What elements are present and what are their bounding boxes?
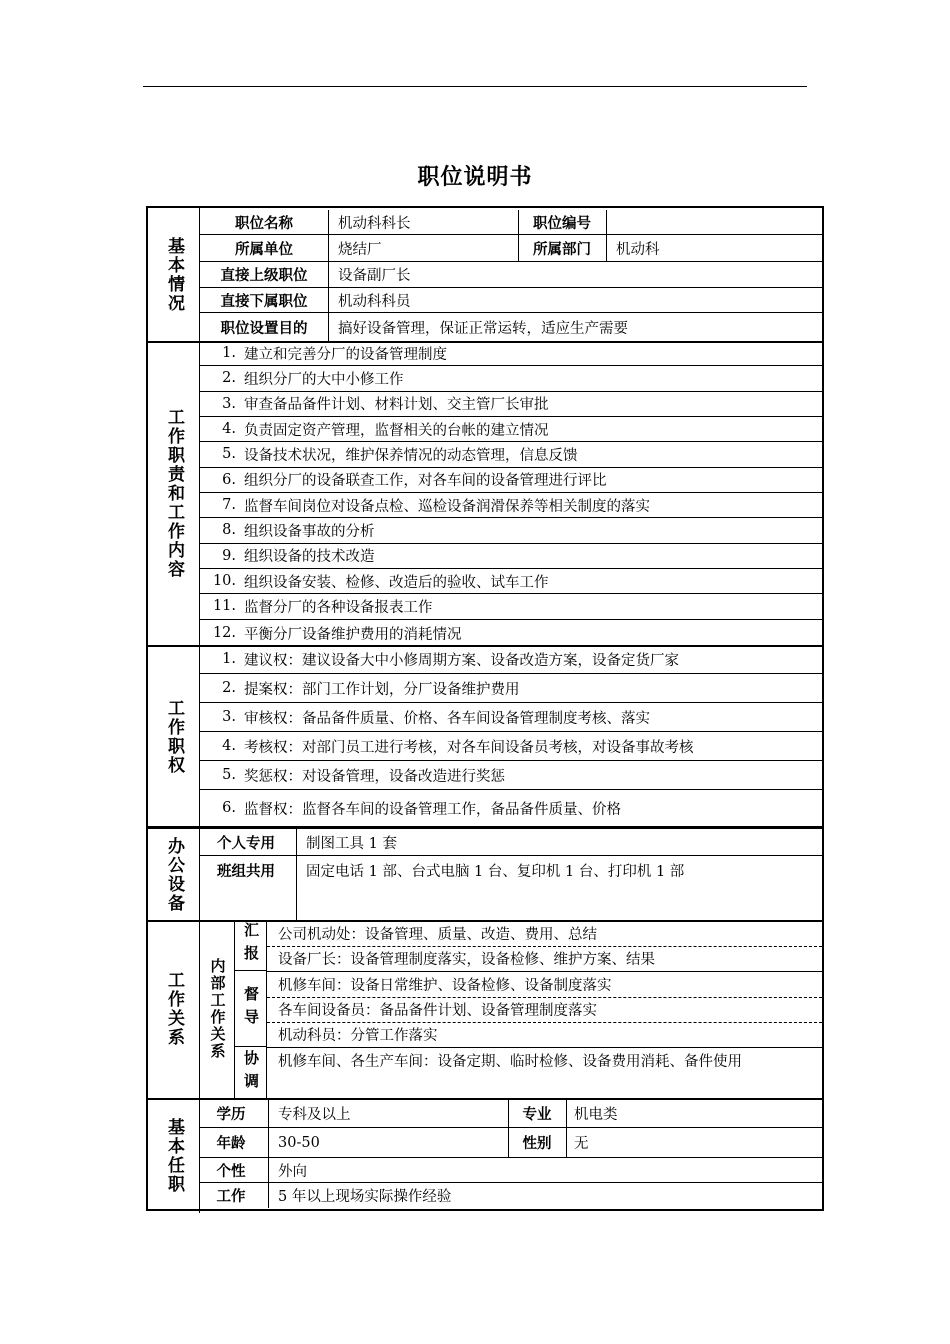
label-supervise: 督导 bbox=[235, 971, 267, 1047]
section-authority: 工作职权 bbox=[148, 645, 200, 828]
item-text: 组织设备事故的分析 bbox=[244, 523, 375, 540]
document-title: 职位说明书 bbox=[417, 165, 533, 190]
label-position-code: 职位编号 bbox=[533, 215, 591, 232]
item-number: 11. bbox=[212, 598, 236, 615]
supervise-line-2: 各车间设备员：备品备件计划、设备管理制度落实 bbox=[278, 1003, 597, 1019]
value-shared-equipment: 固定电话 1 部、台式电脑 1 台、复印机 1 台、打印机 1 部 bbox=[306, 864, 685, 880]
list-item bbox=[200, 703, 822, 732]
row-personality bbox=[200, 1158, 822, 1183]
list-item bbox=[200, 518, 822, 543]
value-major: 机电类 bbox=[574, 1107, 618, 1123]
item-number: 6. bbox=[222, 800, 236, 816]
value-unit: 烧结厂 bbox=[338, 241, 382, 258]
row-superior bbox=[200, 262, 822, 288]
item-number: 7. bbox=[222, 497, 236, 514]
item-number: 4. bbox=[222, 421, 236, 438]
item-number: 6. bbox=[222, 471, 236, 488]
item-text: 建议权：建议设备大中小修周期方案、设备改造方案，设备定货厂家 bbox=[244, 652, 679, 669]
item-number: 9. bbox=[222, 547, 236, 564]
section-equipment: 办公设备 bbox=[148, 829, 200, 920]
item-text: 提案权：部门工作计划，分厂设备维护费用 bbox=[244, 681, 520, 698]
item-number: 4. bbox=[222, 738, 236, 754]
row-position-name bbox=[200, 210, 822, 235]
row-work bbox=[200, 1183, 822, 1208]
list-item bbox=[200, 790, 822, 826]
item-number: 12. bbox=[212, 625, 236, 642]
list-item bbox=[200, 620, 822, 647]
item-text: 监督权：监督各车间的设备管理工作，备品备件质量、价格 bbox=[244, 801, 621, 818]
row-subordinate bbox=[200, 288, 822, 313]
section-basic: 基本情况 bbox=[148, 208, 200, 341]
report-line-2: 设备厂长：设备管理制度落实，设备检修、维护方案、结果 bbox=[278, 952, 655, 968]
item-text: 考核权：对部门员工进行考核，对各车间设备员考核，对设备事故考核 bbox=[244, 739, 694, 756]
item-text: 建立和完善分厂的设备管理制度 bbox=[244, 346, 447, 363]
row-education bbox=[200, 1100, 822, 1128]
value-gender: 无 bbox=[574, 1136, 589, 1152]
list-item bbox=[200, 761, 822, 790]
value-age: 30-50 bbox=[278, 1134, 320, 1151]
section-relations: 工作关系 bbox=[148, 920, 200, 1098]
label-coordinate: 协调 bbox=[235, 1047, 267, 1098]
label-shared-equipment: 班组共用 bbox=[217, 864, 275, 880]
value-personal-equipment: 制图工具 1 套 bbox=[306, 835, 397, 852]
label-superior: 直接上级职位 bbox=[220, 268, 308, 284]
label-position-name: 职位名称 bbox=[235, 215, 293, 232]
label-unit: 所属单位 bbox=[235, 241, 293, 258]
job-description-form bbox=[146, 206, 824, 1211]
label-subordinate: 直接下属职位 bbox=[220, 293, 308, 310]
label-personal-equipment: 个人专用 bbox=[217, 835, 275, 852]
item-text: 奖惩权：对设备管理，设备改造进行奖惩 bbox=[244, 768, 505, 785]
label-internal-relations: 内部工作关系 bbox=[200, 920, 235, 1098]
value-work: 5 年以上现场实际操作经验 bbox=[278, 1189, 452, 1205]
item-number: 1. bbox=[222, 345, 236, 362]
report-line-1: 公司机动处：设备管理、质量、改造、费用、总结 bbox=[278, 926, 597, 943]
label-report: 汇报 bbox=[235, 920, 267, 971]
item-number: 3. bbox=[222, 709, 236, 725]
header-rule bbox=[143, 86, 807, 87]
list-item bbox=[200, 417, 822, 442]
list-item bbox=[200, 594, 822, 619]
list-item bbox=[200, 569, 822, 594]
value-education: 专科及以上 bbox=[278, 1107, 351, 1123]
row-age bbox=[200, 1128, 822, 1158]
list-item bbox=[200, 732, 822, 761]
item-number: 10. bbox=[212, 573, 236, 590]
row-equipment-personal bbox=[200, 829, 822, 856]
label-personality: 个性 bbox=[216, 1163, 246, 1180]
value-position-name: 机动科科长 bbox=[338, 215, 411, 232]
list-item bbox=[200, 493, 822, 518]
supervise-line-1: 机修车间：设备日常维护、设备检修、设备制度落实 bbox=[278, 977, 612, 994]
list-item bbox=[200, 544, 822, 569]
item-text: 监督分厂的各种设备报表工作 bbox=[244, 599, 433, 616]
item-text: 组织分厂的大中小修工作 bbox=[244, 371, 404, 388]
section-duties: 工作职责和工作内容 bbox=[148, 341, 200, 645]
list-item bbox=[200, 366, 822, 391]
item-number: 8. bbox=[222, 522, 236, 539]
value-purpose: 搞好设备管理，保证正常运转，适应生产需要 bbox=[338, 320, 628, 337]
row-unit bbox=[200, 235, 822, 262]
list-item bbox=[200, 645, 822, 674]
coordinate-line-1: 机修车间、各生产车间：设备定期、临时检修、设备费用消耗、备件使用 bbox=[278, 1053, 742, 1070]
item-number: 2. bbox=[222, 680, 236, 696]
row-purpose bbox=[200, 313, 822, 341]
item-number: 1. bbox=[222, 651, 236, 667]
item-number: 5. bbox=[222, 446, 236, 463]
label-age: 年龄 bbox=[216, 1136, 246, 1152]
list-item bbox=[200, 442, 822, 467]
label-education: 学历 bbox=[216, 1107, 246, 1123]
value-subordinate: 机动科科员 bbox=[338, 293, 411, 310]
item-text: 监督车间岗位对设备点检、巡检设备润滑保养等相关制度的落实 bbox=[244, 498, 650, 515]
item-text: 组织分厂的设备联查工作，对各车间的设备管理进行评比 bbox=[244, 473, 607, 490]
row-equipment-shared bbox=[200, 856, 822, 920]
item-number: 2. bbox=[222, 370, 236, 387]
item-text: 平衡分厂设备维护费用的消耗情况 bbox=[244, 626, 462, 643]
label-work: 工作 bbox=[216, 1189, 246, 1205]
item-text: 设备技术状况，维护保养情况的动态管理，信息反馈 bbox=[244, 447, 578, 464]
item-number: 5. bbox=[222, 767, 236, 783]
item-text: 审查备品备件计划、材料计划、交主管厂长审批 bbox=[244, 397, 549, 414]
label-purpose: 职位设置目的 bbox=[220, 320, 308, 337]
list-item bbox=[200, 674, 822, 703]
item-text: 审核权：备品备件质量、价格、各车间设备管理制度考核、落实 bbox=[244, 710, 650, 727]
list-item bbox=[200, 392, 822, 417]
value-superior: 设备副厂长 bbox=[338, 268, 411, 284]
list-item bbox=[200, 341, 822, 366]
section-qualification: 基本任职 bbox=[148, 1098, 200, 1213]
item-number: 3. bbox=[222, 395, 236, 412]
label-gender: 性别 bbox=[522, 1136, 552, 1152]
value-dept: 机动科 bbox=[616, 241, 660, 258]
label-major: 专业 bbox=[522, 1107, 552, 1123]
list-item bbox=[200, 468, 822, 493]
item-text: 组织设备的技术改造 bbox=[244, 549, 375, 566]
item-text: 组织设备安装、检修、改造后的验收、试车工作 bbox=[244, 574, 549, 591]
value-personality: 外向 bbox=[278, 1163, 307, 1180]
label-dept: 所属部门 bbox=[533, 241, 591, 258]
supervise-line-3: 机动科员：分管工作落实 bbox=[278, 1028, 438, 1044]
item-text: 负责固定资产管理，监督相关的台帐的建立情况 bbox=[244, 422, 549, 439]
